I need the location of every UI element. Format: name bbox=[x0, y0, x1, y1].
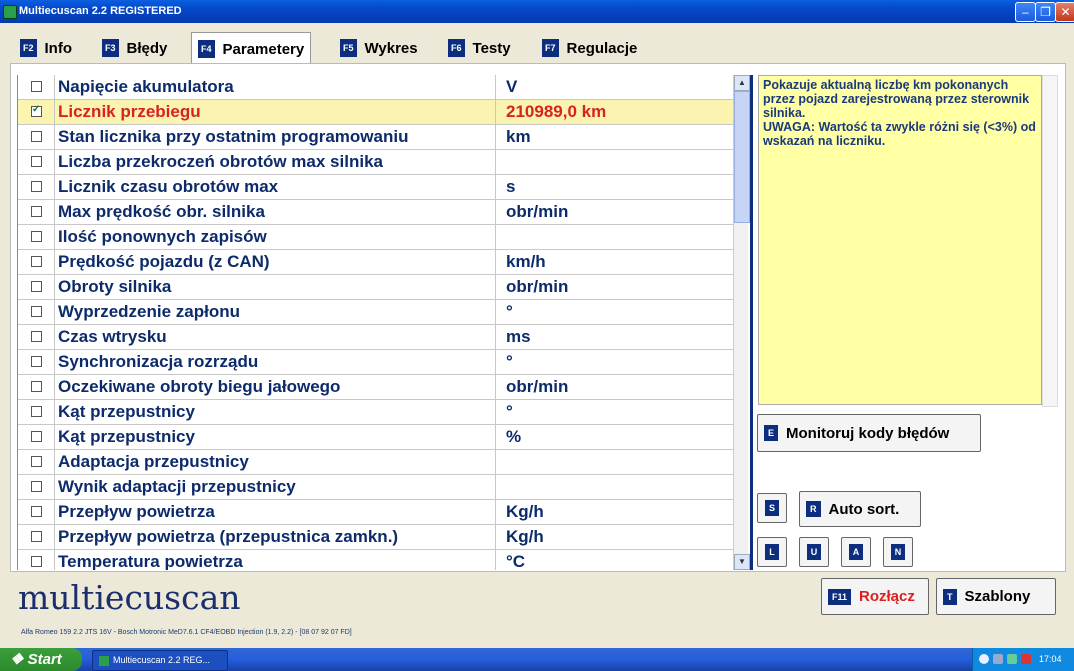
taskbar bbox=[0, 648, 1074, 671]
parameter-scrollbar[interactable] bbox=[733, 75, 748, 570]
a-button[interactable] bbox=[841, 537, 871, 567]
vehicle-status: Alfa Romeo 159 2.2 JTS 16V - Bosch Motronic MeD7.6.1 CF4/EOBD Injection (1.9, 2.2) - [08 07 92 07 FD] bbox=[21, 629, 352, 636]
parameter-name: Przepływ powietrza bbox=[58, 502, 215, 521]
column-separator bbox=[495, 125, 496, 149]
parameter-row[interactable] bbox=[18, 475, 734, 500]
button-key-label: R bbox=[806, 501, 821, 517]
parameter-row[interactable] bbox=[18, 250, 734, 275]
parameter-name: Synchronizacja rozrządu bbox=[58, 352, 259, 371]
column-separator bbox=[54, 150, 55, 174]
parameter-name: Napięcie akumulatora bbox=[58, 77, 234, 96]
parameter-name: Stan licznika przy ostatnim programowaniu bbox=[58, 127, 409, 146]
button-key-label: N bbox=[891, 544, 906, 560]
tab-regulacje[interactable] bbox=[536, 34, 643, 62]
parameter-checkbox[interactable] bbox=[31, 181, 42, 192]
parameter-row[interactable] bbox=[18, 350, 734, 375]
parameter-row[interactable] bbox=[18, 500, 734, 525]
maximize-button[interactable]: ❐ bbox=[1035, 2, 1056, 22]
parameter-row[interactable] bbox=[18, 525, 734, 550]
parameter-name: Adaptacja przepustnicy bbox=[58, 452, 249, 471]
parameter-row[interactable] bbox=[18, 225, 734, 250]
parameter-checkbox[interactable] bbox=[31, 531, 42, 542]
column-separator bbox=[54, 525, 55, 549]
parameter-value: s bbox=[506, 177, 516, 196]
tab-info[interactable] bbox=[14, 34, 78, 62]
column-separator bbox=[495, 225, 496, 249]
column-separator bbox=[495, 450, 496, 474]
button-key-label: T bbox=[943, 589, 957, 605]
column-separator bbox=[495, 75, 496, 99]
column-separator bbox=[54, 550, 55, 570]
parameter-value: ° bbox=[506, 302, 513, 321]
tab-label: Info bbox=[44, 39, 73, 57]
parameter-name: Liczba przekroczeń obrotów max silnika bbox=[58, 152, 383, 171]
parameter-checkbox[interactable] bbox=[31, 456, 42, 467]
parameter-checkbox[interactable] bbox=[31, 331, 42, 342]
parameter-checkbox[interactable] bbox=[31, 81, 42, 92]
app-icon bbox=[3, 5, 17, 19]
parameter-value: % bbox=[506, 427, 522, 446]
parameter-name: Prędkość pojazdu (z CAN) bbox=[58, 252, 270, 271]
l-button[interactable] bbox=[757, 537, 787, 567]
close-button[interactable]: ✕ bbox=[1055, 2, 1074, 22]
parameter-checkbox[interactable] bbox=[31, 231, 42, 242]
button-key-label: E bbox=[764, 425, 778, 441]
start-button[interactable] bbox=[0, 648, 82, 671]
parameter-checkbox[interactable] bbox=[31, 281, 42, 292]
tab-key-label: F7 bbox=[542, 39, 559, 57]
parameter-value: ° bbox=[506, 352, 513, 371]
parameter-name: Ilość ponownych zapisów bbox=[58, 227, 267, 246]
taskbar-item-label: Multiecuscan 2.2 REG... bbox=[113, 655, 211, 665]
parameter-checkbox[interactable] bbox=[31, 106, 42, 117]
parameter-value: 210989,0 km bbox=[506, 102, 607, 121]
column-separator bbox=[54, 275, 55, 299]
parameter-value: ms bbox=[506, 327, 531, 346]
parameter-row[interactable] bbox=[18, 275, 734, 300]
column-separator bbox=[54, 425, 55, 449]
windows-logo-icon: ❖ bbox=[10, 651, 28, 668]
button-key-label: A bbox=[849, 544, 864, 560]
scroll-down-icon[interactable]: ▼ bbox=[734, 554, 750, 570]
parameter-name: Kąt przepustnicy bbox=[58, 402, 195, 421]
monitor-error-codes-button[interactable] bbox=[757, 414, 981, 452]
column-separator bbox=[495, 300, 496, 324]
parameter-name: Przepływ powietrza (przepustnica zamkn.) bbox=[58, 527, 399, 546]
parameter-name: Obroty silnika bbox=[58, 277, 172, 296]
column-separator bbox=[54, 175, 55, 199]
parameter-value: ° bbox=[506, 402, 513, 421]
parameter-checkbox[interactable] bbox=[31, 506, 42, 517]
button-label: Szablony bbox=[964, 588, 1031, 605]
column-separator bbox=[54, 350, 55, 374]
parameter-checkbox[interactable] bbox=[31, 256, 42, 267]
tab-key-label: F5 bbox=[340, 39, 357, 57]
n-button[interactable] bbox=[883, 537, 913, 567]
parameter-value: obr/min bbox=[506, 377, 569, 396]
tab-testy[interactable] bbox=[442, 34, 517, 62]
back-arrow-icon[interactable] bbox=[979, 654, 989, 664]
tab-parametery[interactable] bbox=[191, 32, 311, 65]
column-separator bbox=[54, 200, 55, 224]
auto-sort-button[interactable] bbox=[799, 491, 921, 527]
tab-label: Testy bbox=[472, 39, 511, 57]
title-bar bbox=[0, 0, 1074, 23]
parameter-row[interactable] bbox=[18, 175, 734, 200]
parameter-row[interactable] bbox=[18, 375, 734, 400]
column-separator bbox=[495, 475, 496, 499]
column-separator bbox=[54, 450, 55, 474]
column-separator bbox=[495, 175, 496, 199]
column-separator bbox=[54, 75, 55, 99]
tab-label: Wykres bbox=[364, 39, 418, 57]
parameter-row[interactable] bbox=[18, 125, 734, 150]
tab-key-label: F3 bbox=[102, 39, 119, 57]
parameter-description bbox=[758, 75, 1042, 405]
description-text: Pokazuje aktualną liczbę km pokonanych przez pojazd zarejestrowaną przez sterownik silnika. UWAGA: Wartość ta zwykle różni się (<3%) od wskazań na liczniku. bbox=[763, 78, 1036, 148]
tab-label: Błędy bbox=[126, 39, 168, 57]
parameter-checkbox[interactable] bbox=[31, 481, 42, 492]
parameter-value: km bbox=[506, 127, 531, 146]
column-separator bbox=[54, 400, 55, 424]
parameter-name: Wyprzedzenie zapłonu bbox=[58, 302, 240, 321]
parameter-checkbox[interactable] bbox=[31, 431, 42, 442]
column-separator bbox=[495, 400, 496, 424]
column-separator bbox=[495, 525, 496, 549]
column-separator bbox=[495, 150, 496, 174]
column-separator bbox=[54, 125, 55, 149]
parameter-name: Licznik przebiegu bbox=[58, 102, 201, 121]
parameter-checkbox[interactable] bbox=[31, 156, 42, 167]
scroll-up-icon[interactable]: ▲ bbox=[734, 75, 750, 91]
button-label: Rozłącz bbox=[859, 588, 915, 605]
description-scrollbar[interactable] bbox=[1042, 75, 1058, 407]
security-icon[interactable] bbox=[1021, 654, 1031, 664]
parameter-row[interactable] bbox=[18, 425, 734, 450]
tab-label: Parametery bbox=[222, 40, 305, 58]
tab-key-label: F6 bbox=[448, 39, 465, 57]
column-separator bbox=[54, 475, 55, 499]
parameter-row[interactable] bbox=[18, 200, 734, 225]
templates-button[interactable] bbox=[936, 578, 1056, 615]
start-label: Start bbox=[27, 651, 62, 668]
column-separator bbox=[495, 325, 496, 349]
column-separator bbox=[54, 500, 55, 524]
network-icon[interactable] bbox=[1007, 654, 1017, 664]
parameter-checkbox[interactable] bbox=[31, 206, 42, 217]
tab-key-label: F4 bbox=[198, 40, 215, 58]
taskbar-item[interactable] bbox=[92, 650, 228, 671]
system-tray bbox=[972, 648, 1074, 671]
column-separator bbox=[495, 375, 496, 399]
column-separator bbox=[54, 325, 55, 349]
parameter-name: Oczekiwane obroty biegu jałowego bbox=[58, 377, 341, 396]
parameter-value: Kg/h bbox=[506, 527, 544, 546]
tab-wykres[interactable] bbox=[334, 34, 424, 62]
parameter-checkbox[interactable] bbox=[31, 406, 42, 417]
column-separator bbox=[495, 200, 496, 224]
keyboard-icon[interactable] bbox=[993, 654, 1003, 664]
panel-divider bbox=[750, 75, 753, 570]
tab-bledy[interactable] bbox=[96, 34, 173, 62]
app-icon bbox=[99, 656, 109, 666]
s-button[interactable] bbox=[757, 493, 787, 523]
column-separator bbox=[495, 500, 496, 524]
disconnect-button[interactable] bbox=[821, 578, 929, 615]
parameter-checkbox[interactable] bbox=[31, 356, 42, 367]
parameter-name: Temperatura powietrza bbox=[58, 552, 243, 570]
column-separator bbox=[54, 250, 55, 274]
button-key-label: S bbox=[765, 500, 779, 516]
column-separator bbox=[54, 375, 55, 399]
button-label: Auto sort. bbox=[828, 500, 900, 518]
column-separator bbox=[54, 300, 55, 324]
scroll-thumb[interactable] bbox=[734, 91, 750, 223]
parameter-value: °C bbox=[506, 552, 526, 570]
column-separator bbox=[495, 275, 496, 299]
parameter-value: Kg/h bbox=[506, 502, 544, 521]
parameter-value: obr/min bbox=[506, 277, 569, 296]
parameter-row[interactable] bbox=[18, 550, 734, 570]
parameter-row[interactable] bbox=[18, 75, 734, 100]
parameter-checkbox[interactable] bbox=[31, 131, 42, 142]
column-separator bbox=[495, 425, 496, 449]
parameter-value: obr/min bbox=[506, 202, 569, 221]
parameter-name: Max prędkość obr. silnika bbox=[58, 202, 265, 221]
tab-bar bbox=[10, 32, 1060, 64]
button-label: Monitoruj kody błędów bbox=[786, 424, 950, 442]
app-logo: multiecuscan bbox=[18, 578, 241, 617]
column-separator bbox=[54, 225, 55, 249]
parameter-row[interactable] bbox=[18, 450, 734, 475]
parameter-checkbox[interactable] bbox=[31, 556, 42, 567]
parameter-checkbox[interactable] bbox=[31, 306, 42, 317]
parameter-grid[interactable] bbox=[17, 75, 734, 570]
column-separator bbox=[495, 550, 496, 570]
parameter-row[interactable] bbox=[18, 150, 734, 175]
parameter-name: Kąt przepustnicy bbox=[58, 427, 195, 446]
window-title: Multiecuscan 2.2 REGISTERED bbox=[19, 5, 182, 17]
button-key-label: F11 bbox=[828, 589, 851, 605]
column-separator bbox=[495, 350, 496, 374]
clock: 17:04 bbox=[1039, 654, 1062, 664]
parameter-name: Wynik adaptacji przepustnicy bbox=[58, 477, 296, 496]
tab-key-label: F2 bbox=[20, 39, 37, 57]
parameter-name: Licznik czasu obrotów max bbox=[58, 177, 279, 196]
parameter-value: km/h bbox=[506, 252, 546, 271]
column-separator bbox=[495, 250, 496, 274]
button-key-label: U bbox=[807, 544, 822, 560]
u-button[interactable] bbox=[799, 537, 829, 567]
button-key-label: L bbox=[765, 544, 779, 560]
parameter-row[interactable] bbox=[18, 100, 734, 125]
column-separator bbox=[54, 100, 55, 124]
parameter-name: Czas wtrysku bbox=[58, 327, 167, 346]
parameter-row[interactable] bbox=[18, 300, 734, 325]
tab-label: Regulacje bbox=[566, 39, 638, 57]
parameter-row[interactable] bbox=[18, 400, 734, 425]
parameter-value: V bbox=[506, 77, 518, 96]
column-separator bbox=[495, 100, 496, 124]
parameter-checkbox[interactable] bbox=[31, 381, 42, 392]
minimize-button[interactable]: – bbox=[1015, 2, 1036, 22]
parameter-row[interactable] bbox=[18, 325, 734, 350]
